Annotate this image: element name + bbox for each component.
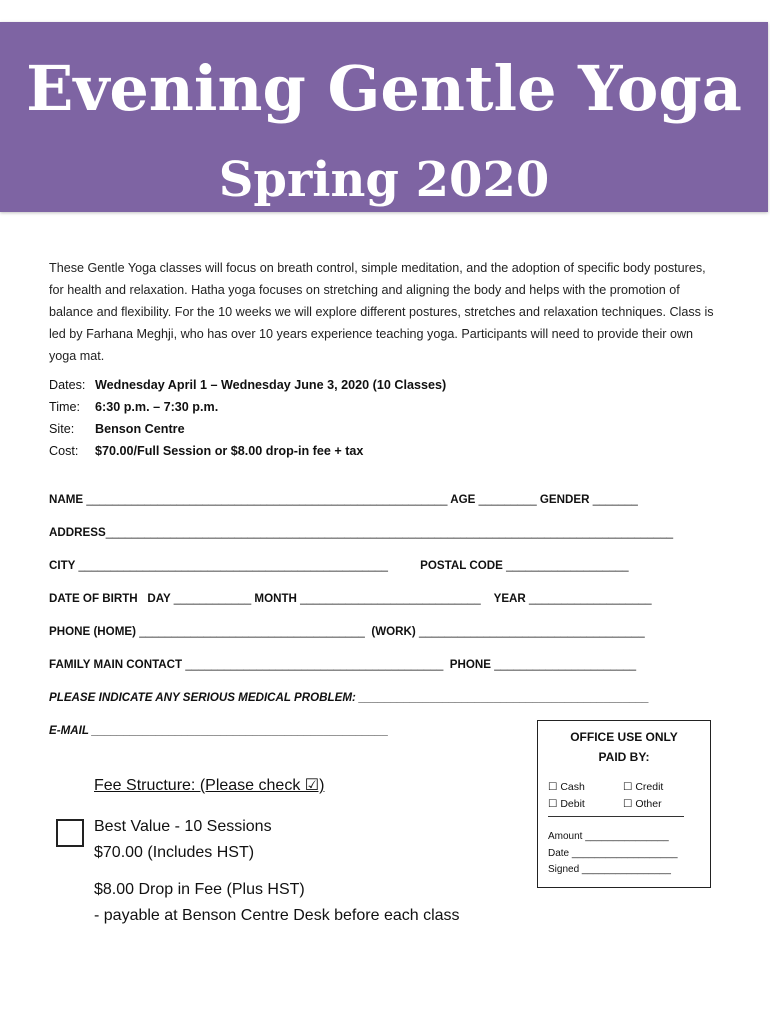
month-label: MONTH [254,592,297,605]
city-field[interactable]: ________________________________________________ [78,559,388,572]
dob-label: DATE OF BIRTH [49,592,138,605]
payment-methods [548,781,698,815]
gender-label: GENDER [539,493,590,506]
day-field[interactable]: ____________ [173,592,252,605]
day-label: DAY [147,592,171,605]
page-subtitle: Spring 2020 [218,152,550,208]
name-label: NAME [49,493,84,506]
class-details [49,378,446,466]
dates-label: Dates: [49,378,86,392]
cost-label: Cost: [49,444,79,458]
fee-structure-title: Fee Structure: (Please check ☑) [94,777,325,794]
other-checkbox[interactable]: ☐ Other [623,798,662,810]
office-title: OFFICE USE ONLY [570,730,678,744]
intro-paragraph: These Gentle Yoga classes will focus on breath control, simple meditation, and the adoption of specific body postures, for health and relaxation. Hatha yoga focuses on stretching and aligning the body and helps with the promotion of balance and flexibility. For the 10 weeks we will explore different postures, stretches and relaxation techniques. Class is led by Farhana Meghji, who has over 10 years experience teaching yoga. Participants will need to provide their own yoga mat. [49,261,714,363]
gender-field[interactable]: _______ [592,493,638,506]
name-row [49,493,719,511]
debit-checkbox[interactable]: ☐ Debit [548,798,585,810]
time-value: 6:30 p.m. – 7:30 p.m. [95,400,219,414]
year-field[interactable]: ___________________ [529,592,652,605]
medical-label: PLEASE INDICATE ANY SERIOUS MEDICAL PROBLEM: [49,691,356,704]
city-row [49,559,719,577]
site-label: Site: [49,422,75,436]
city-label: CITY [49,559,76,572]
month-field[interactable]: ____________________________ [300,592,481,605]
phone-home-label: PHONE (HOME) [49,625,136,638]
page-title: Evening Gentle Yoga [26,52,742,125]
email-row [49,724,449,742]
date-field[interactable]: Date ___________________ [548,848,678,859]
medical-row [49,691,719,709]
family-field[interactable]: ________________________________________ [185,658,444,671]
age-field[interactable]: _________ [478,493,537,506]
year-label: YEAR [493,592,526,605]
phone-home-field[interactable]: ___________________________________ [139,625,365,638]
paid-by-label: PAID BY: [598,750,650,764]
fee-option-full [94,814,272,866]
phone-field[interactable]: ______________________ [494,658,637,671]
phone-row [49,625,719,643]
postal-field[interactable]: ___________________ [506,559,629,572]
fee-option-dropin-price: $8.00 Drop in Fee (Plus HST) [94,881,305,898]
work-label: (WORK) [371,625,416,638]
cost-value: $70.00/Full Session or $8.00 drop-in fee + tax [95,444,364,458]
signed-field[interactable]: Signed ________________ [548,864,671,875]
dates-value: Wednesday April 1 – Wednesday June 3, 2020 (10 Classes) [95,378,447,392]
cash-checkbox[interactable]: ☐ Cash [548,781,585,793]
amount-field[interactable]: Amount _______________ [548,831,669,842]
fee-option-dropin [94,877,460,929]
fee-option-full-name: Best Value - 10 Sessions [94,818,272,835]
address-label: ADDRESS [49,526,106,539]
age-label: AGE [450,493,476,506]
dob-row [49,592,719,610]
title-banner [0,22,768,212]
office-divider [548,816,684,817]
email-label: E-MAIL [49,724,89,737]
postal-label: POSTAL CODE [420,559,503,572]
fee-checkbox[interactable] [56,819,84,847]
site-value: Benson Centre [95,422,185,436]
family-label: FAMILY MAIN CONTACT [49,658,183,671]
name-field[interactable]: ________________________________________________________ [86,493,448,506]
address-row [49,526,719,544]
fee-option-full-price: $70.00 (Includes HST) [94,844,255,861]
office-use-box [537,720,711,888]
work-field[interactable]: ___________________________________ [419,625,645,638]
email-field[interactable]: ______________________________________________ [91,724,389,737]
time-label: Time: [49,400,81,414]
credit-checkbox[interactable]: ☐ Credit [623,781,664,793]
phone-label: PHONE [449,658,491,671]
medical-field[interactable]: _____________________________________________ [359,691,650,704]
family-row [49,658,719,676]
address-field[interactable]: ________________________________________________________________________________________ [105,526,674,539]
fee-option-dropin-note: - payable at Benson Centre Desk before each class [94,907,460,924]
